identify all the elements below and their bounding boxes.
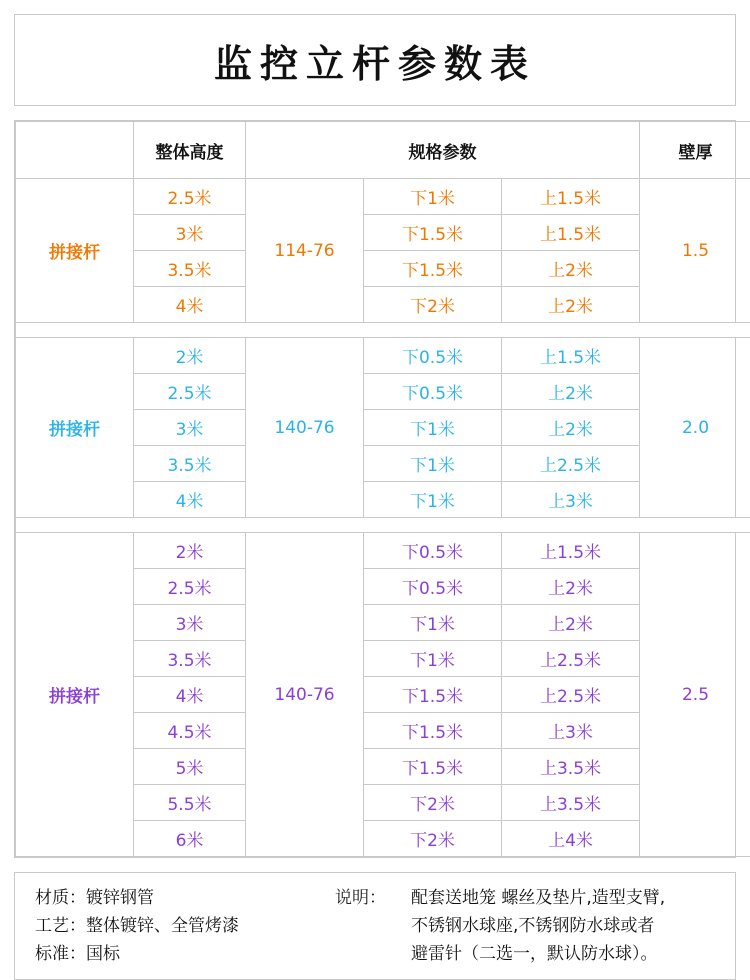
footer-standard: 标准：国标 [35,940,315,968]
footer-left [15,884,315,968]
upper-section-cell: 上2.5米 [502,446,640,482]
footer-note-line-2: 不锈钢水球座,不锈钢防水球或者 [411,912,721,940]
page-title: 监控立杆参数表 [214,33,536,88]
lower-section-cell: 下1.5米 [364,215,502,251]
height-cell: 3米 [134,215,246,251]
spec-cell: 140-76 [246,338,364,518]
lower-section-cell: 下1.5米 [364,749,502,785]
table-header-name [16,122,134,179]
wall-thickness-cell: 2.5 [640,533,750,857]
upper-section-cell: 上2.5米 [502,677,640,713]
height-cell: 4.5米 [134,713,246,749]
table-row [16,533,750,569]
lower-section-cell: 下0.5米 [364,374,502,410]
group-spacer-cell [16,518,750,533]
lower-section-cell: 下0.5米 [364,569,502,605]
group-spacer-row [16,518,750,533]
lower-section-cell: 下1米 [364,641,502,677]
upper-section-cell: 上3.5米 [502,785,640,821]
height-cell: 2.5米 [134,569,246,605]
lower-section-cell: 下0.5米 [364,533,502,569]
title-box [14,14,736,106]
height-cell: 5米 [134,749,246,785]
upper-section-cell: 上4米 [502,821,640,857]
upper-section-cell: 上2米 [502,251,640,287]
wall-thickness-cell: 2.0 [640,338,750,518]
height-cell: 3.5米 [134,251,246,287]
height-cell: 3.5米 [134,446,246,482]
footer-note-line-3: 避雷针（二选一，默认防水球）。 [411,940,721,968]
upper-section-cell: 上2.5米 [502,641,640,677]
lower-section-cell: 下1.5米 [364,677,502,713]
lower-section-cell: 下1米 [364,482,502,518]
footer-info [14,872,736,980]
upper-section-cell: 上2米 [502,605,640,641]
lower-section-cell: 下1.5米 [364,713,502,749]
group-name-cell: 拼接杆 [16,179,134,323]
height-cell: 2.5米 [134,179,246,215]
footer-note-line-1: 配套送地笼 螺丝及垫片,造型支臂, [411,884,721,912]
wall-thickness-cell: 1.5 [640,179,750,323]
upper-section-cell: 上3.5米 [502,749,640,785]
footer-material: 材质：镀锌钢管 [35,884,315,912]
height-cell: 3米 [134,605,246,641]
height-cell: 2米 [134,338,246,374]
height-cell: 4米 [134,677,246,713]
upper-section-cell: 上1.5米 [502,338,640,374]
height-cell: 4米 [134,482,246,518]
upper-section-cell: 上3米 [502,713,640,749]
lower-section-cell: 下0.5米 [364,338,502,374]
table-row [16,338,750,374]
upper-section-cell: 上2米 [502,287,640,323]
upper-section-cell: 上1.5米 [502,179,640,215]
table-header-wall: 壁厚 [640,122,750,179]
lower-section-cell: 下2米 [364,821,502,857]
height-cell: 6米 [134,821,246,857]
footer-note-label: 说明： [335,884,386,912]
height-cell: 5.5米 [134,785,246,821]
table-header-spec-params: 规格参数 [246,122,640,179]
height-cell: 2.5米 [134,374,246,410]
group-name-cell: 拼接杆 [16,533,134,857]
group-name-cell: 拼接杆 [16,338,134,518]
height-cell: 3.5米 [134,641,246,677]
spec-table-wrap [14,120,736,858]
footer-right [315,884,735,968]
upper-section-cell: 上1.5米 [502,533,640,569]
lower-section-cell: 下1.5米 [364,251,502,287]
lower-section-cell: 下1米 [364,605,502,641]
table-header-height: 整体高度 [134,122,246,179]
spec-cell: 114-76 [246,179,364,323]
lower-section-cell: 下2米 [364,785,502,821]
lower-section-cell: 下2米 [364,287,502,323]
footer-process: 工艺：整体镀锌、全管烤漆 [35,912,315,940]
upper-section-cell: 上2米 [502,374,640,410]
height-cell: 2米 [134,533,246,569]
lower-section-cell: 下1米 [364,179,502,215]
upper-section-cell: 上3米 [502,482,640,518]
spec-table [15,121,750,857]
upper-section-cell: 上2米 [502,569,640,605]
group-spacer-cell [16,323,750,338]
lower-section-cell: 下1米 [364,446,502,482]
table-header-row [16,122,750,179]
spec-cell: 140-76 [246,533,364,857]
height-cell: 3米 [134,410,246,446]
upper-section-cell: 上2米 [502,410,640,446]
lower-section-cell: 下1米 [364,410,502,446]
height-cell: 4米 [134,287,246,323]
group-spacer-row [16,323,750,338]
upper-section-cell: 上1.5米 [502,215,640,251]
table-row [16,179,750,215]
